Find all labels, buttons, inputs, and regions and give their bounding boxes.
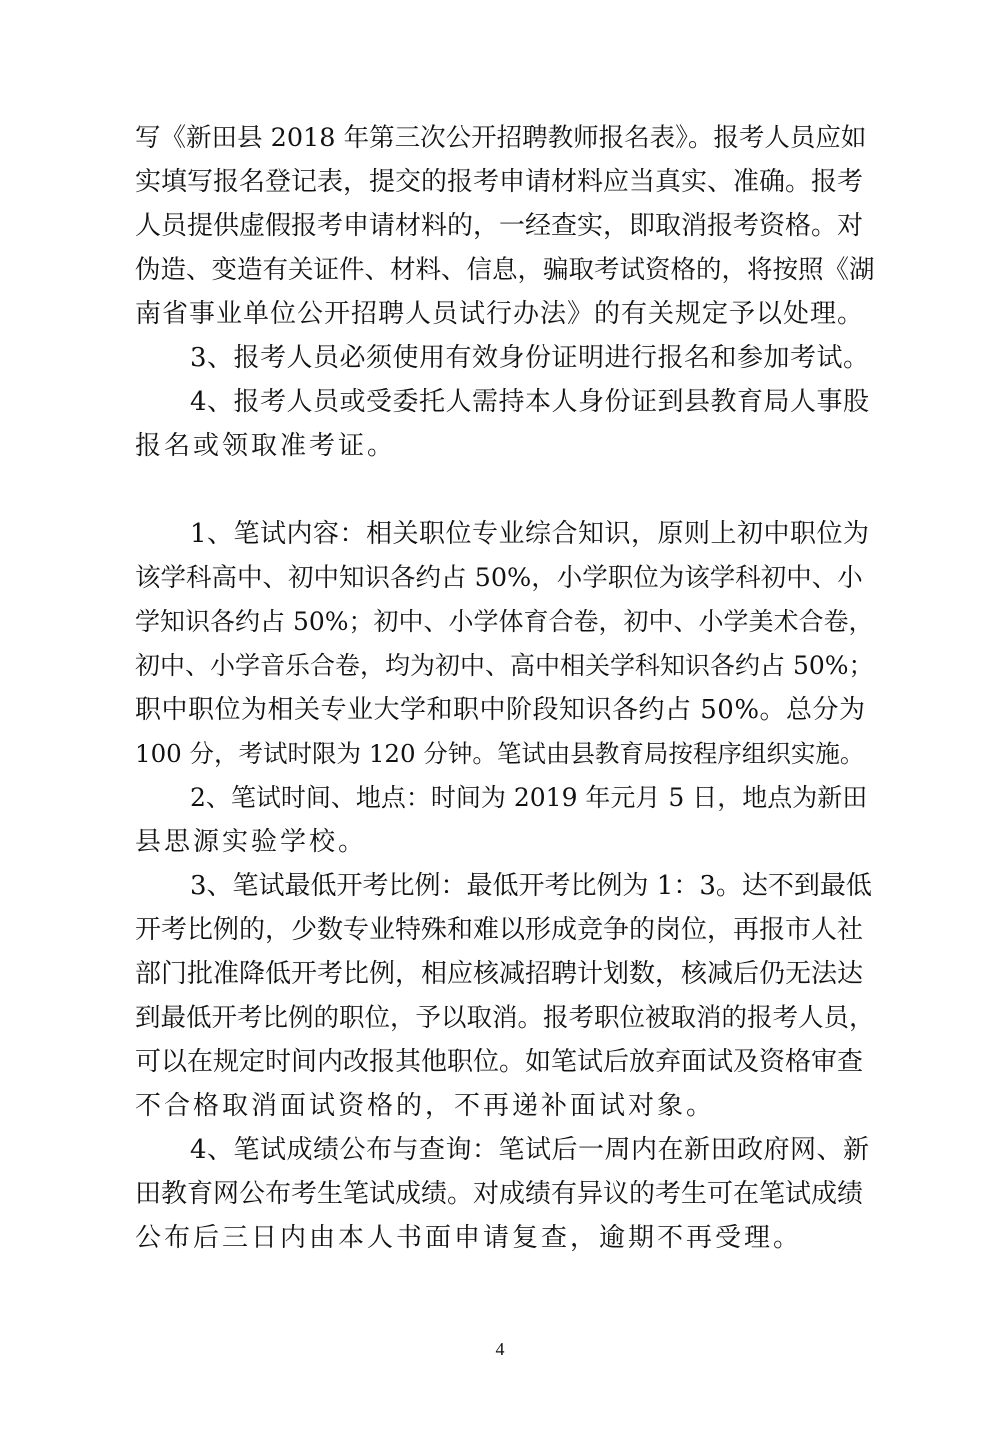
text-line: 1、笔试内容：相关职位专业综合知识，原则上初中职位为 bbox=[190, 519, 870, 549]
text-line: 田教育网公布考生笔试成绩。对成绩有异议的考生可在笔试成绩 bbox=[135, 1179, 864, 1209]
text-line: 报名或领取准考证。 bbox=[135, 431, 397, 461]
text-line: 100 分，考试时限为 120 分钟。笔试由县教育局按程序组织实施。 bbox=[135, 739, 865, 768]
text-line: 开考比例的，少数专业特殊和难以形成竞争的岗位，再报市人社 bbox=[135, 915, 864, 945]
text-line: 实填写报名登记表，提交的报考申请材料应当真实、准确。报考 bbox=[135, 167, 864, 197]
page-number: 4 bbox=[495, 1339, 505, 1359]
text-line: 4、笔试成绩公布与查询：笔试后一周内在新田政府网、新 bbox=[190, 1135, 870, 1165]
text-line: 公布后三日内由本人书面申请复查，逾期不再受理。 bbox=[135, 1223, 803, 1253]
text-line: 2、笔试时间、地点：时间为 2019 年元月 5 日，地点为新田 bbox=[190, 783, 868, 812]
section-heading bbox=[180, 1260, 920, 1304]
section-heading bbox=[180, 468, 920, 512]
text-line: 可以在规定时间内改报其他职位。如笔试后放弃面试及资格审查 bbox=[135, 1047, 864, 1077]
text-line: 职中职位为相关专业大学和职中阶段知识各约占 50%。总分为 bbox=[135, 695, 866, 725]
text-line: 人员提供虚假报考申请材料的，一经查实，即取消报考资格。对 bbox=[135, 211, 864, 241]
text-line: 学知识各约占 50%；初中、小学体育合卷，初中、小学美术合卷， bbox=[135, 607, 874, 636]
text-line: 县思源实验学校。 bbox=[135, 827, 368, 857]
text-line: 伪造、变造有关证件、材料、信息，骗取考试资格的，将按照《湖 bbox=[135, 255, 875, 285]
text-line: 3、笔试最低开考比例：最低开考比例为 1：3。达不到最低 bbox=[190, 871, 872, 901]
text-line: 4、报考人员或受委托人需持本人身份证到县教育局人事股 bbox=[190, 387, 870, 417]
text-line: 初中、小学音乐合卷，均为初中、高中相关学科知识各约占 50%； bbox=[135, 651, 874, 680]
text-line: 不合格取消面试资格的，不再递补面试对象。 bbox=[135, 1091, 716, 1121]
text-line: 该学科高中、初中知识各约占 50%，小学职位为该学科初中、小 bbox=[135, 563, 863, 593]
text-line: 到最低开考比例的职位，予以取消。报考职位被取消的报考人员， bbox=[135, 1003, 875, 1033]
text-line: 部门批准降低开考比例，相应核减招聘计划数，核减后仍无法达 bbox=[135, 959, 864, 989]
text-line: 3、报考人员必须使用有效身份证明进行报名和参加考试。 bbox=[190, 343, 870, 373]
text-line: 南省事业单位公开招聘人员试行办法》的有关规定予以处理。 bbox=[135, 299, 865, 329]
text-line: 写《新田县 2018 年第三次公开招聘教师报名表》。报考人员应如 bbox=[135, 123, 867, 153]
